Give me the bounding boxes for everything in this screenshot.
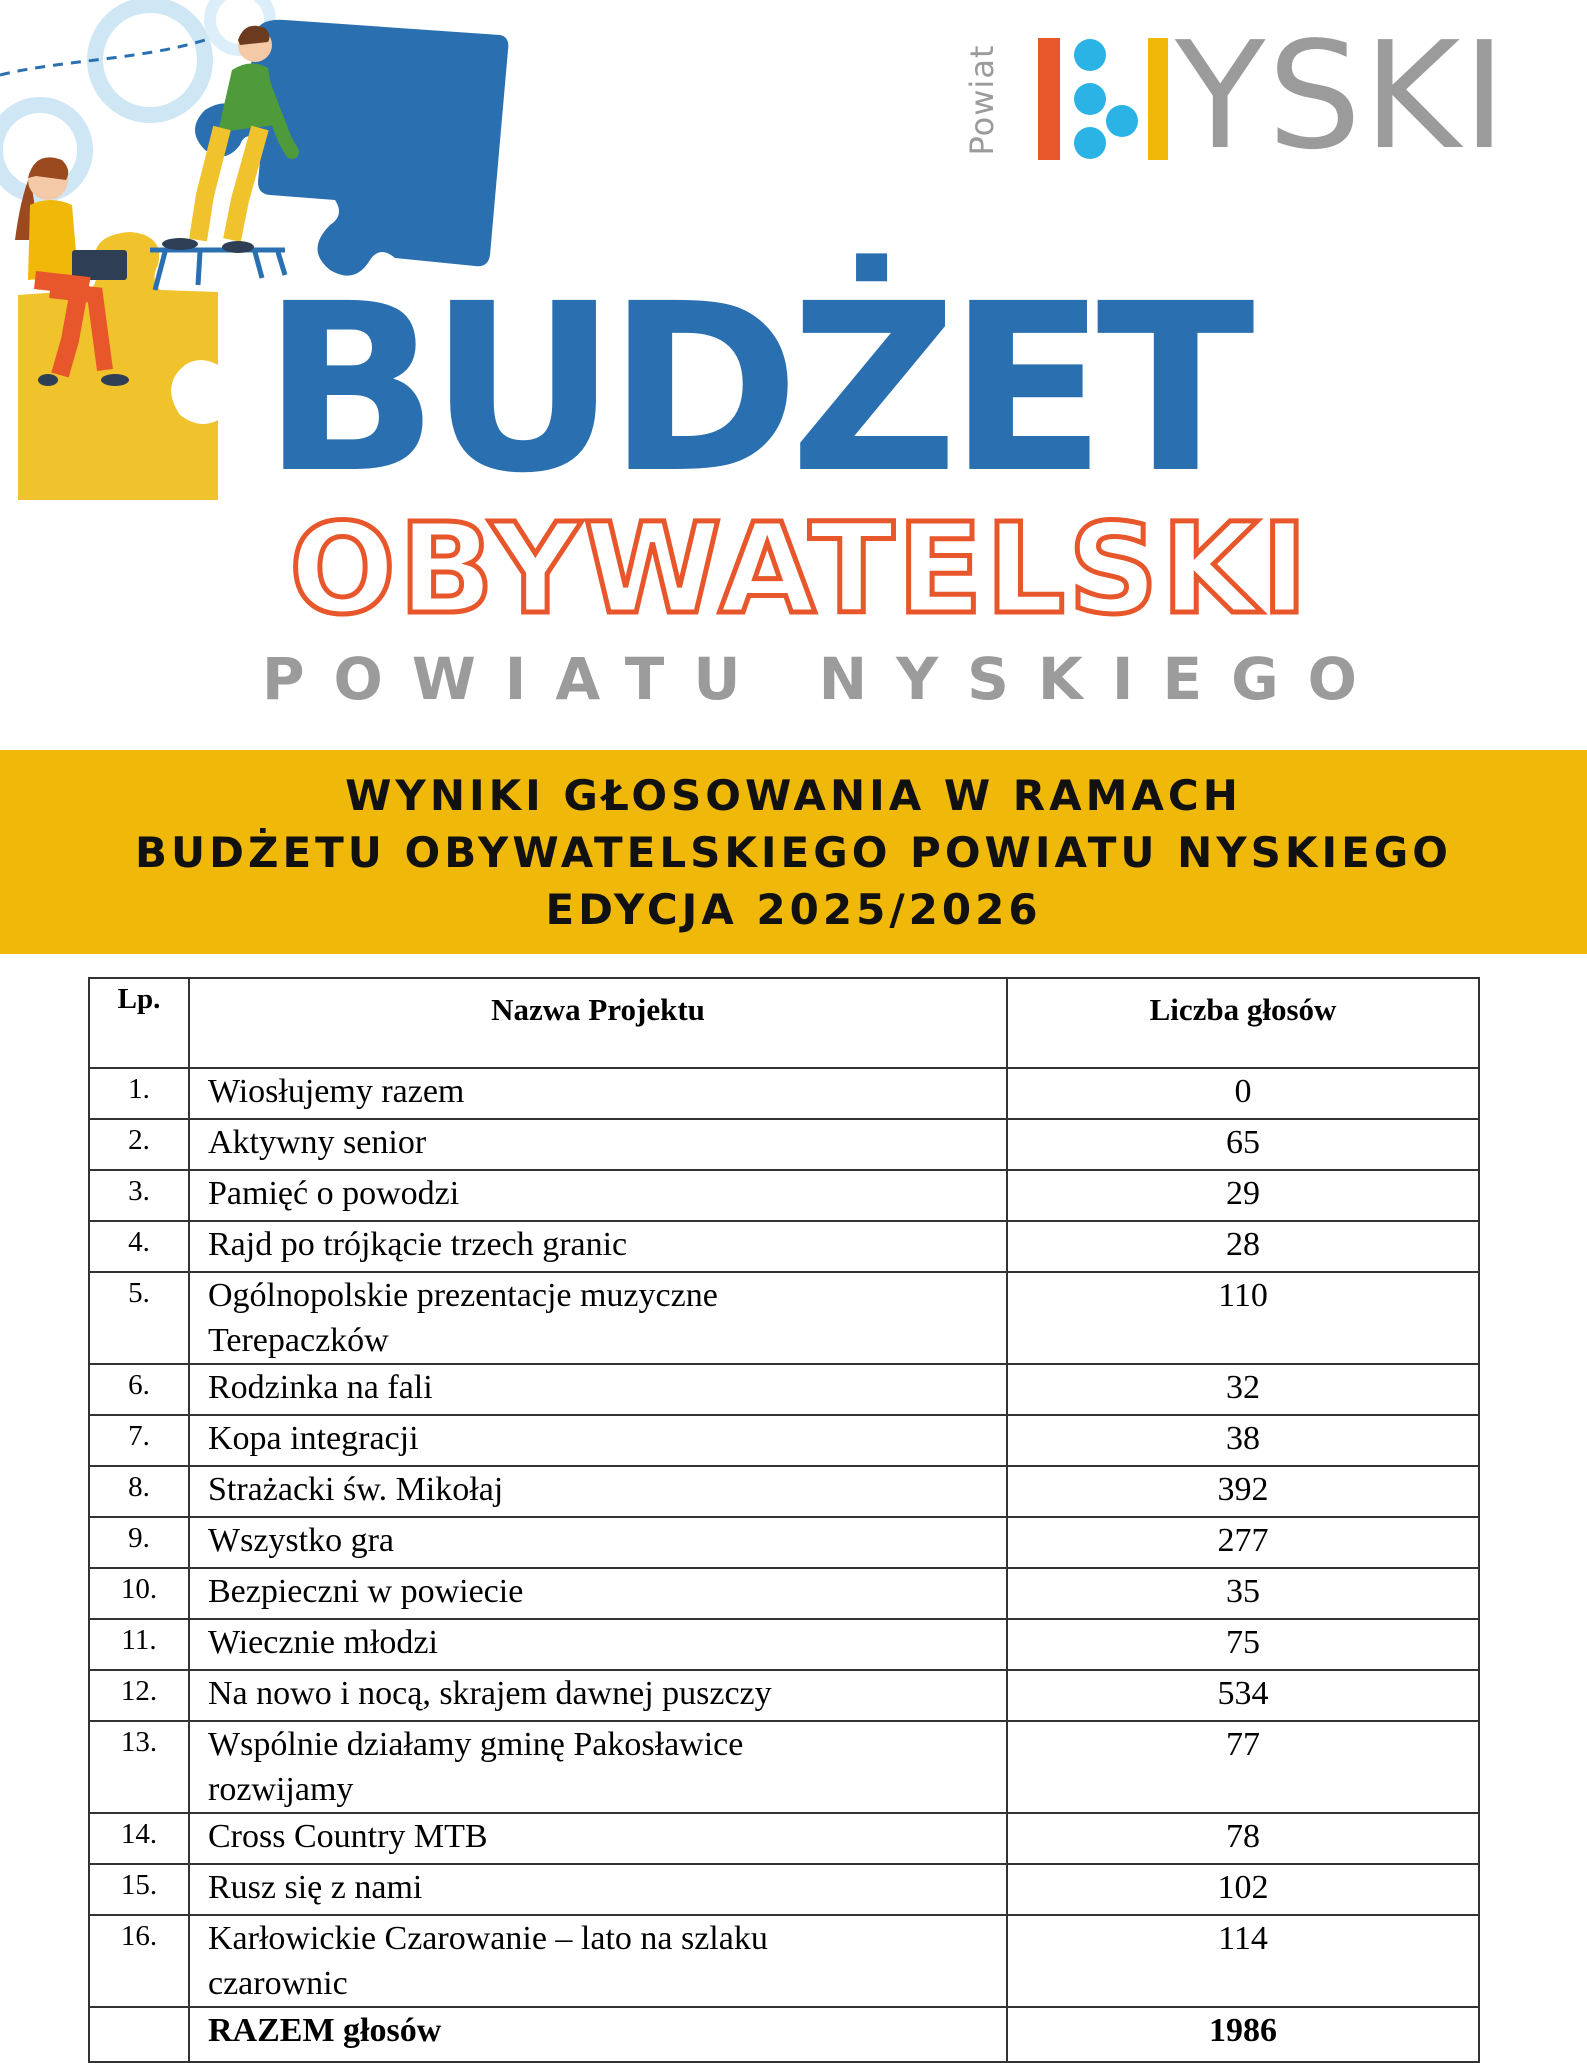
row-project-name-line-2: rozwijamy (208, 1771, 354, 1808)
row-lp: 7. (89, 1415, 189, 1466)
table-row (89, 1415, 1479, 1466)
row-lp: 1. (89, 1068, 189, 1119)
row-lp: 4. (89, 1221, 189, 1272)
header-votes: Liczba głosów (1007, 978, 1479, 1068)
row-lp: 13. (89, 1721, 189, 1813)
header-project-name: Nazwa Projektu (189, 978, 1007, 1068)
table-row (89, 1517, 1479, 1568)
row-votes: 65 (1007, 1119, 1479, 1170)
row-lp: 15. (89, 1864, 189, 1915)
row-lp: 6. (89, 1364, 189, 1415)
row-votes: 392 (1007, 1466, 1479, 1517)
row-project-name: Rajd po trójkącie trzech granic (189, 1221, 1007, 1272)
table-row (89, 1221, 1479, 1272)
row-votes: 110 (1007, 1272, 1479, 1364)
row-votes: 35 (1007, 1568, 1479, 1619)
title-obywatelski: OBYWATELSKI (289, 497, 1311, 642)
row-project-name: Pamięć o powodzi (189, 1170, 1007, 1221)
table-row (89, 1721, 1479, 1813)
row-votes: 29 (1007, 1170, 1479, 1221)
row-votes: 277 (1007, 1517, 1479, 1568)
row-project-name: Wiosłujemy razem (189, 1068, 1007, 1119)
gear-icon (0, 5, 205, 195)
results-banner (0, 750, 1587, 954)
row-project-name: Strażacki św. Mikołaj (189, 1466, 1007, 1517)
banner-line-2: BUDŻETU OBYWATELSKIEGO POWIATU NYSKIEGO (135, 827, 1452, 877)
row-lp: 9. (89, 1517, 189, 1568)
row-project-name: Na nowo i nocą, skrajem dawnej puszczy (189, 1670, 1007, 1721)
row-project-name: Wszystko gra (189, 1517, 1007, 1568)
row-lp: 11. (89, 1619, 189, 1670)
row-project-name-line-1: Karłowickie Czarowanie – lato na szlaku (208, 1920, 768, 1957)
header-lp: Lp. (89, 978, 189, 1068)
table-row (89, 1670, 1479, 1721)
results-table (88, 977, 1480, 2063)
row-lp: 2. (89, 1119, 189, 1170)
row-project-name: Wiecznie młodzi (189, 1619, 1007, 1670)
row-votes: 102 (1007, 1864, 1479, 1915)
logo-n-mark (1038, 38, 1173, 163)
logo-prefix-text: Powiat (963, 44, 1001, 156)
title-powiatu-nyskiego: POWIATU NYSKIEGO (262, 645, 1386, 713)
row-lp: 8. (89, 1466, 189, 1517)
table-row (89, 1619, 1479, 1670)
row-project-name (189, 1721, 1007, 1813)
row-project-name: Aktywny senior (189, 1119, 1007, 1170)
table-header-row (89, 978, 1479, 1068)
row-votes: 78 (1007, 1813, 1479, 1864)
row-project-name-line-1: Wspólnie działamy gminę Pakosławice (208, 1726, 744, 1763)
row-project-name-line-2: czarownic (208, 1965, 348, 2002)
table-row (89, 1272, 1479, 1364)
row-lp: 5. (89, 1272, 189, 1364)
row-project-name (189, 1915, 1007, 2007)
row-project-name: Rusz się z nami (189, 1864, 1007, 1915)
total-lp-empty (89, 2007, 189, 2062)
row-votes: 32 (1007, 1364, 1479, 1415)
total-votes: 1986 (1007, 2007, 1479, 2062)
table-row (89, 1466, 1479, 1517)
row-project-name: Bezpieczni w powiecie (189, 1568, 1007, 1619)
row-votes: 534 (1007, 1670, 1479, 1721)
row-votes: 28 (1007, 1221, 1479, 1272)
logo-text: YSKI (1175, 10, 1509, 182)
total-row (89, 2007, 1479, 2062)
row-project-name-line-1: Ogólnopolskie prezentacje muzyczne (208, 1277, 718, 1314)
row-project-name: Kopa integracji (189, 1415, 1007, 1466)
logo-prefix (960, 30, 1004, 170)
table-row (89, 1119, 1479, 1170)
row-project-name-line-2: Terepaczków (208, 1322, 389, 1359)
banner-line-3: EDYCJA 2025/2026 (545, 884, 1042, 934)
row-lp: 14. (89, 1813, 189, 1864)
row-project-name (189, 1272, 1007, 1364)
row-votes: 77 (1007, 1721, 1479, 1813)
total-label: RAZEM głosów (189, 2007, 1007, 2062)
row-lp: 3. (89, 1170, 189, 1221)
table-row (89, 1915, 1479, 2007)
table-row (89, 1170, 1479, 1221)
title-budzet: BUDŻET (262, 254, 1245, 524)
row-project-name: Rodzinka na fali (189, 1364, 1007, 1415)
row-lp: 10. (89, 1568, 189, 1619)
row-votes: 114 (1007, 1915, 1479, 2007)
blue-puzzle-piece (195, 20, 508, 276)
row-votes: 75 (1007, 1619, 1479, 1670)
table-row (89, 1813, 1479, 1864)
table-row (89, 1568, 1479, 1619)
row-lp: 16. (89, 1915, 189, 2007)
table-row (89, 1068, 1479, 1119)
row-lp: 12. (89, 1670, 189, 1721)
banner-line-1: WYNIKI GŁOSOWANIA W RAMACH (345, 770, 1242, 820)
table-row (89, 1864, 1479, 1915)
table-row (89, 1364, 1479, 1415)
row-project-name: Cross Country MTB (189, 1813, 1007, 1864)
row-votes: 0 (1007, 1068, 1479, 1119)
row-votes: 38 (1007, 1415, 1479, 1466)
